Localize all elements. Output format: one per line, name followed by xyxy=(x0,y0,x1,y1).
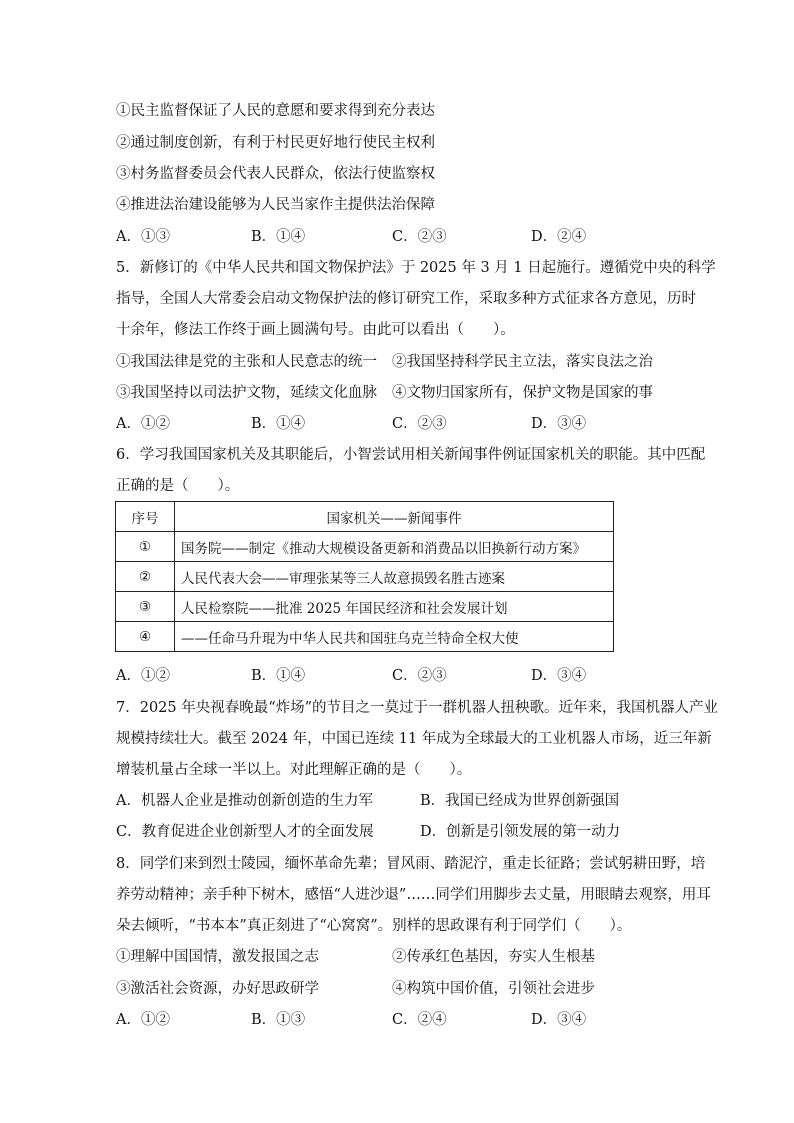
q7-option-a: A．机器人企业是推动创新创造的生力军 xyxy=(116,793,373,809)
table-cell-index: ① xyxy=(116,532,175,562)
q7-option-c: C．教育促进企业创新型人才的全面发展 xyxy=(116,824,374,840)
table-cell-content: 人民代表大会——审理张某等三人故意损毁名胜古迹案 xyxy=(175,562,614,592)
statement-3: ③村务监督委员会代表人民群众，依法行使监察权 xyxy=(116,166,435,182)
q5-option-d: D．③④ xyxy=(531,416,587,432)
table-row xyxy=(116,622,614,652)
q4-option-d: D．②④ xyxy=(531,229,587,245)
table-cell-index: ② xyxy=(116,562,175,592)
q5-stem-line-2: 指导，全国人大常委会启动文物保护法的修订研究工作，采取多种方式征求各方意见，历时 xyxy=(116,291,696,307)
q6-option-b: B．①④ xyxy=(251,668,306,684)
table-header-row xyxy=(116,502,614,532)
q6-option-c: C．②③ xyxy=(392,668,447,684)
q6-table xyxy=(115,501,614,652)
q6-stem-line-1: 6．学习我国国家机关及其职能后，小智尝试用相关新闻事件例证国家机关的职能。其中匹配 xyxy=(116,447,706,463)
table-row xyxy=(116,562,614,592)
table-cell-content: 人民检察院——批准 2025 年国民经济和社会发展计划 xyxy=(175,592,614,622)
q5-option-c: C．②③ xyxy=(392,416,447,432)
q4-option-b: B．①④ xyxy=(251,229,306,245)
q7-stem-line-3: 增装机量占全球一半以上。对此理解正确的是（ ）。 xyxy=(116,762,472,778)
q8-statement-4: ④构筑中国价值，引领社会进步 xyxy=(392,981,595,997)
table-cell-index: ③ xyxy=(116,592,175,622)
q7-stem-line-2: 规模持续壮大。截至 2024 年，中国已连续 11 年成为全球最大的工业机器人市场，近三年新 xyxy=(116,731,712,747)
q8-statement-2: ②传承红色基因，夯实人生根基 xyxy=(392,949,595,965)
q5-statement-1: ①我国法律是党的主张和人民意志的统一 xyxy=(116,354,377,370)
q7-option-b: B．我国已经成为世界创新强国 xyxy=(420,793,620,809)
table-cell-index: ④ xyxy=(116,622,175,652)
q6-stem-line-2: 正确的是（ ）。 xyxy=(116,478,240,494)
statement-2: ②通过制度创新，有利于村民更好地行使民主权利 xyxy=(116,135,435,151)
q8-stem-line-2: 养劳动精神；亲手种下树木，感悟“人进沙退”……同学们用脚步去丈量，用眼睛去观察，用耳 xyxy=(116,887,711,903)
q5-statement-3: ③我国坚持以司法护文物，延续文化血脉 xyxy=(116,385,377,401)
q8-option-a: A．①② xyxy=(116,1012,170,1028)
statement-4: ④推进法治建设能够为人民当家作主提供法治保障 xyxy=(116,197,435,213)
q7-stem-line-1: 7．2025 年央视春晚最“炸场”的节目之一莫过于一群机器人扭秧歌。近年来，我国机器人产业 xyxy=(116,700,719,716)
table-header-content: 国家机关——新闻事件 xyxy=(175,502,614,532)
q8-option-b: B．①③ xyxy=(251,1012,306,1028)
q4-option-a: A．①③ xyxy=(116,229,170,245)
q5-statement-4: ④文物归国家所有，保护文物是国家的事 xyxy=(392,385,653,401)
q4-option-c: C．②③ xyxy=(392,229,447,245)
q6-option-a: A．①② xyxy=(116,668,170,684)
q7-option-d: D．创新是引领发展的第一动力 xyxy=(420,824,621,840)
q8-option-c: C．②④ xyxy=(392,1012,447,1028)
q8-stem-line-1: 8．同学们来到烈士陵园，缅怀革命先辈；冒风雨、踏泥泞，重走长征路；尝试躬耕田野，培 xyxy=(116,856,706,872)
q5-option-a: A．①② xyxy=(116,416,170,432)
q8-option-d: D．③④ xyxy=(531,1012,587,1028)
q8-stem-line-3: 朵去倾听，“书本本”真正刻进了“心窝窝”。别样的思政课有利于同学们（ ）。 xyxy=(116,918,632,934)
q8-statement-3: ③激活社会资源，办好思政研学 xyxy=(116,981,319,997)
statement-1: ①民主监督保证了人民的意愿和要求得到充分表达 xyxy=(116,103,435,119)
q5-statement-2: ②我国坚持科学民主立法，落实良法之治 xyxy=(392,354,653,370)
table-header-index: 序号 xyxy=(116,502,175,532)
q5-option-b: B．①④ xyxy=(251,416,306,432)
table-cell-content: 国务院——制定《推动大规模设备更新和消费品以旧换新行动方案》 xyxy=(175,532,614,562)
q5-stem-line-1: 5．新修订的《中华人民共和国文物保护法》于 2025 年 3 月 1 日起施行。遵循党中央的科学 xyxy=(116,260,716,276)
table-cell-content: ——任命马升琨为中华人民共和国驻乌克兰特命全权大使 xyxy=(175,622,614,652)
table-row xyxy=(116,592,614,622)
q8-statement-1: ①理解中国国情，激发报国之志 xyxy=(116,949,319,965)
q6-option-d: D．③④ xyxy=(531,668,587,684)
q5-stem-line-3: 十余年，修法工作终于画上圆满句号。由此可以看出（ ）。 xyxy=(116,322,515,338)
table-row xyxy=(116,532,614,562)
